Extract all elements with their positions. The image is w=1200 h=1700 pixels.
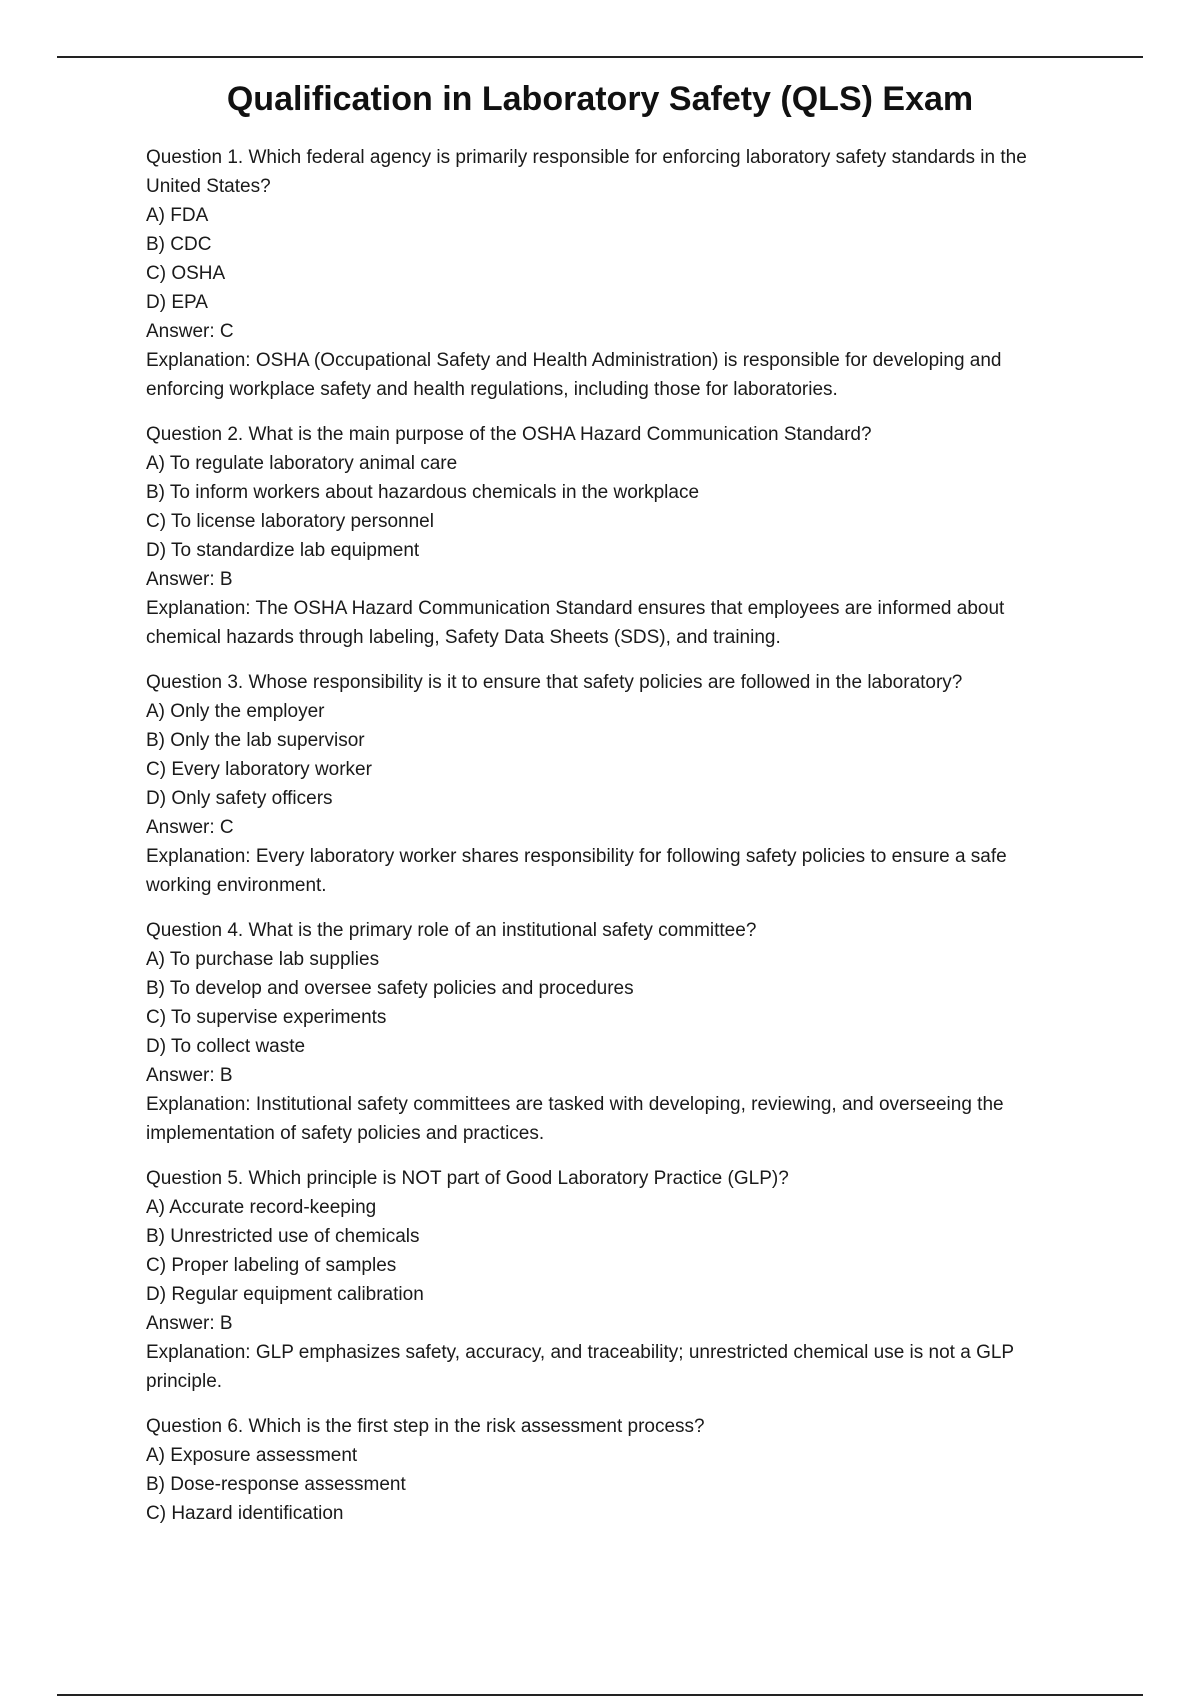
option-b: B) Dose-response assessment [146,1474,406,1495]
option-c: C) Hazard identification [146,1503,344,1524]
option-a: A) To regulate laboratory animal care [146,453,458,474]
explanation-text: Explanation: OSHA (Occupational Safety and Health Administration) is responsible for developing and enforcing workplace safety and health regulations, including those for laboratories. [146,350,1002,400]
option-d: D) To collect waste [146,1036,306,1057]
option-a: A) Only the employer [146,701,325,722]
option-d: D) Only safety officers [146,788,333,809]
option-d: D) Regular equipment calibration [146,1284,424,1305]
option-list [146,1193,1046,1309]
page-title: Qualification in Laboratory Safety (QLS) Exam [226,80,974,118]
option-list [146,945,1046,1061]
question-text: Question 2. What is the main purpose of the OSHA Hazard Communication Standard? [146,424,872,445]
question-block-1 [146,143,1046,404]
question-block-4 [146,916,1046,1148]
option-a: A) Accurate record-keeping [146,1197,377,1218]
option-c: C) OSHA [146,263,226,284]
option-a: A) FDA [146,205,209,226]
question-block-2 [146,420,1046,652]
explanation-text: Explanation: Every laboratory worker shares responsibility for following safety policies to ensure a safe working environment. [146,846,1007,896]
option-b: B) CDC [146,234,212,255]
answer-text: Answer: B [146,1065,233,1086]
question-text: Question 4. What is the primary role of an institutional safety committee? [146,920,757,941]
question-text: Question 5. Which principle is NOT part of Good Laboratory Practice (GLP)? [146,1168,789,1189]
option-list [146,1441,1046,1528]
option-b: B) Unrestricted use of chemicals [146,1226,420,1247]
question-text: Question 3. Whose responsibility is it to ensure that safety policies are followed in the laboratory? [146,672,963,693]
explanation-text: Explanation: GLP emphasizes safety, accuracy, and traceability; unrestricted chemical use is not a GLP principle. [146,1342,1014,1392]
option-d: D) EPA [146,292,208,313]
option-b: B) Only the lab supervisor [146,730,365,751]
question-block-6 [146,1412,1046,1528]
option-a: A) Exposure assessment [146,1445,358,1466]
option-c: C) Proper labeling of samples [146,1255,397,1276]
question-text: Question 6. Which is the first step in the risk assessment process? [146,1416,705,1437]
option-list [146,201,1046,317]
answer-text: Answer: B [146,569,233,590]
bottom-rule [57,1694,1143,1696]
option-list [146,449,1046,565]
answer-text: Answer: B [146,1313,233,1334]
option-a: A) To purchase lab supplies [146,949,380,970]
answer-text: Answer: C [146,321,234,342]
explanation-text: Explanation: The OSHA Hazard Communication Standard ensures that employees are informed about chemical hazards through labeling, Safety Data Sheets (SDS), and training. [146,598,1005,648]
option-c: C) To license laboratory personnel [146,511,434,532]
top-rule [57,56,1143,58]
option-b: B) To inform workers about hazardous chemicals in the workplace [146,482,700,503]
option-d: D) To standardize lab equipment [146,540,420,561]
answer-text: Answer: C [146,817,234,838]
question-block-5 [146,1164,1046,1396]
option-b: B) To develop and oversee safety policies and procedures [146,978,634,999]
option-c: C) Every laboratory worker [146,759,372,780]
question-text: Question 1. Which federal agency is primarily responsible for enforcing laboratory safety standards in the United States? [146,147,1027,197]
question-list [146,143,1046,1544]
option-c: C) To supervise experiments [146,1007,387,1028]
explanation-text: Explanation: Institutional safety committees are tasked with developing, reviewing, and overseeing the implementation of safety policies and practices. [146,1094,1004,1144]
question-block-3 [146,668,1046,900]
option-list [146,697,1046,813]
